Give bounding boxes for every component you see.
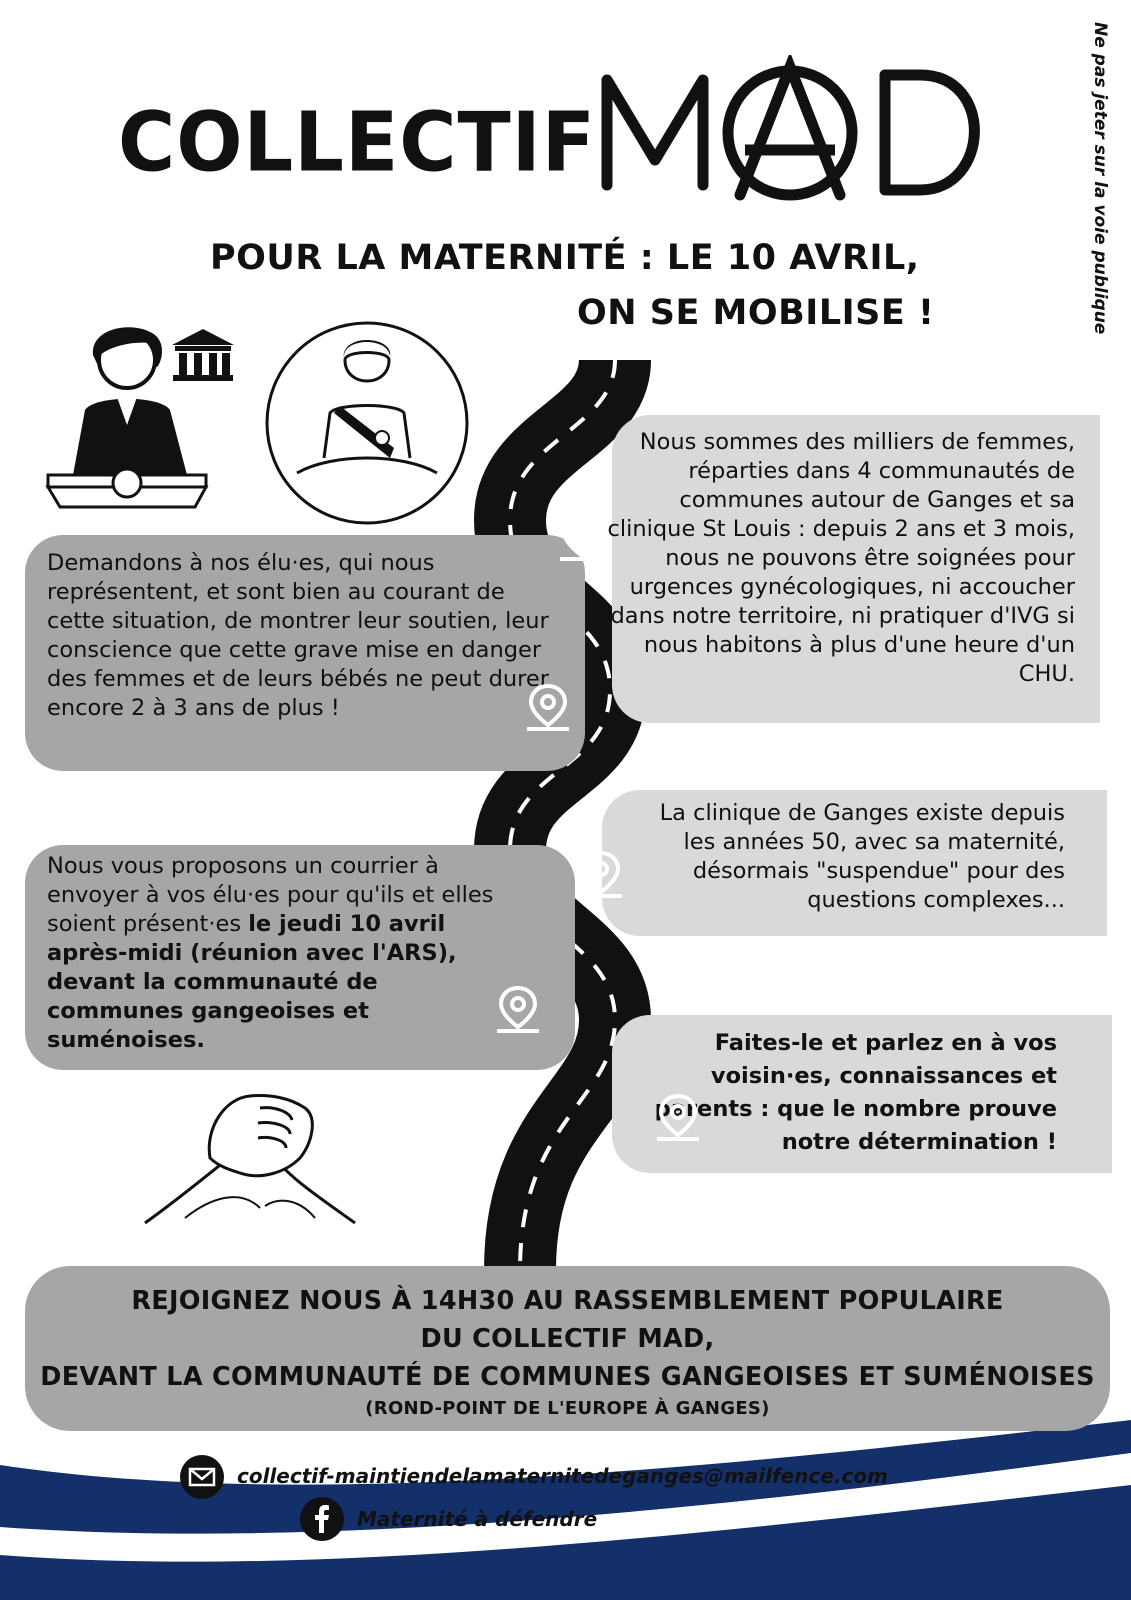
mayor-sash-icon [262, 318, 472, 528]
rally-line4: (ROND-POINT DE L'EUROPE À GANGES) [365, 1398, 770, 1419]
location-pin-icon [578, 850, 624, 900]
mad-logo [595, 55, 1005, 205]
rally-line1: REJOIGNEZ NOUS À 14H30 AU RASSEMBLEMENT POPULAIRE [131, 1286, 1004, 1316]
info-bubble-women [607, 415, 1100, 723]
info-bubble-women-text: Nous sommes des milliers de femmes, réparties dans 4 communautés de communes autour de Ganges et sa clinique St Louis : depuis 2 ans et 3 mois, nous ne pouvons être soignées pour urgences gynécologiques, ni accoucher dans notre territoire, ni pratiquer d'IVG si nous habitons à plus d'une heure d'un CHU. [607, 429, 1075, 687]
location-pin-icon [495, 985, 541, 1035]
envelope-icon [180, 1455, 224, 1499]
letter-text-bold: le jeudi 10 avril après-midi (réunion avec l'ARS), devant la communauté de communes gangeoises et suménoises. [47, 911, 457, 1053]
subtitle-line1: POUR LA MATERNITÉ : LE 10 AVRIL, [210, 238, 920, 278]
location-pin-icon [558, 513, 604, 563]
info-bubble-clinic [602, 790, 1107, 936]
info-bubble-share-text: Faites-le et parlez en à vos voisin·es, connaissances et parents : que le nombre prouve notre détermination ! [654, 1030, 1057, 1155]
facebook-icon [300, 1497, 344, 1541]
info-bubble-demand [25, 535, 585, 771]
info-bubble-letter-text [47, 852, 517, 1055]
info-bubble-letter [25, 845, 575, 1070]
location-pin-icon [655, 1093, 701, 1143]
subtitle-line2: ON SE MOBILISE ! [577, 293, 935, 333]
contact-email[interactable]: collectif-maintiendelamaternitedeganges@mailfence.com [237, 1464, 888, 1488]
info-bubble-demand-text: Demandons à nos élu·es, qui nous représentent, et sont bien au courant de cette situation, de montrer leur soutien, leur conscience que cette grave mise en danger des femmes et de leurs bébés ne peut durer encore 2 à 3 ans de plus ! [47, 550, 550, 721]
info-bubble-clinic-text: La clinique de Ganges existe depuis les années 50, avec sa maternité, désormais "suspendue" pour des questions complexes... [659, 800, 1065, 913]
rally-callout [25, 1266, 1110, 1431]
speaker-podium-icon [45, 315, 245, 515]
collectif-title: COLLECTIF [118, 95, 596, 191]
rally-line3: DEVANT LA COMMUNAUTÉ DE COMMUNES GANGEOISES ET SUMÉNOISES [40, 1362, 1095, 1392]
letter-text-plain: Nous vous proposons un courrier à envoyer à vos élu·es pour qu'ils et elles soient présent·es [47, 853, 494, 937]
rally-line2: DU COLLECTIF MAD, [420, 1324, 715, 1354]
location-pin-icon [525, 683, 571, 733]
contact-facebook[interactable]: Maternité à défendre [357, 1507, 598, 1531]
side-note: Ne pas jeter sur la voie publique [1090, 22, 1110, 335]
handshake-icon [140, 1088, 360, 1228]
